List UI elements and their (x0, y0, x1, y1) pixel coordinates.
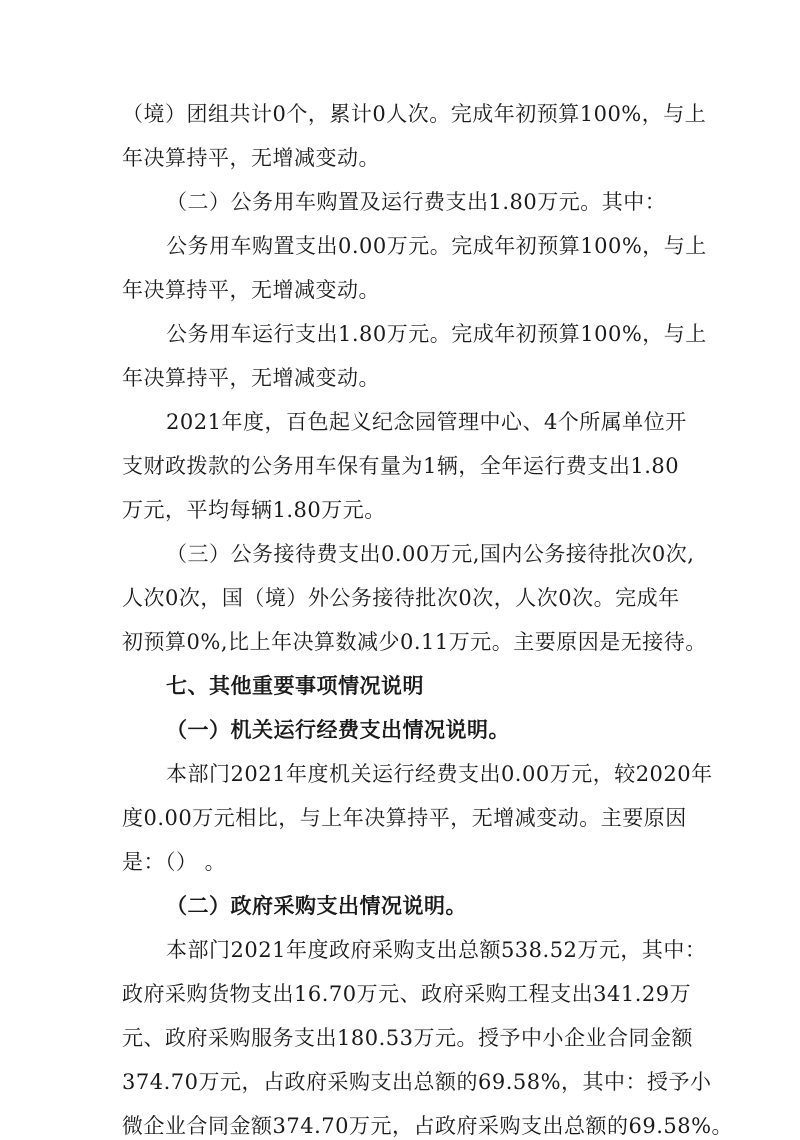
paragraph-line: 人次0次，国（境）外公务接待批次0次，人次0次。完成年 (122, 586, 680, 610)
paragraph-line: 支财政拨款的公务用车保有量为1辆，全年运行费支出1.80 (122, 454, 680, 478)
paragraph-line: 元、政府采购服务支出180.53万元。授予中小企业合同金额 (122, 1026, 693, 1050)
paragraph-line: 万元，平均每辆1.80万元。 (122, 498, 386, 522)
paragraph-line: （三）公务接待费支出0.00万元,国内公务接待批次0次, (166, 542, 695, 566)
paragraph-line: 微企业合同金额374.70万元，占政府采购支出总额的69.58%。 (122, 1114, 734, 1138)
paragraph-line: 374.70万元，占政府采购支出总额的69.58%，其中：授予小 (122, 1070, 712, 1094)
paragraph-line: （二）公务用车购置及运行费支出1.80万元。其中： (166, 190, 667, 214)
paragraph-line: 初预算0%,比上年决算数减少0.11万元。主要原因是无接待。 (122, 630, 707, 654)
paragraph-line: 本部门2021年度机关运行经费支出0.00万元，较2020年 (166, 762, 713, 786)
paragraph-line: 公务用车购置支出0.00万元。完成年初预算100%，与上 (166, 234, 707, 258)
paragraph-line: 本部门2021年度政府采购支出总额538.52万元，其中： (166, 938, 707, 962)
section-heading: 七、其他重要事项情况说明 (166, 674, 424, 698)
paragraph-line: 是：（） 。 (122, 850, 227, 874)
paragraph-line: 政府采购货物支出16.70万元、政府采购工程支出341.29万 (122, 982, 692, 1006)
paragraph-line: 公务用车运行支出1.80万元。完成年初预算100%，与上 (166, 322, 707, 346)
paragraph-line: 年决算持平，无增减变动。 (122, 278, 380, 302)
subsection-heading: （二）政府采购支出情况说明。 (166, 894, 467, 918)
paragraph-line: 年决算持平，无增减变动。 (122, 366, 380, 390)
paragraph-line: 2021年度，百色起义纪念园管理中心、4个所属单位开 (166, 410, 687, 434)
paragraph-line: （境）团组共计0个，累计0人次。完成年初预算100%，与上 (122, 102, 707, 126)
paragraph-line: 年决算持平，无增减变动。 (122, 146, 380, 170)
paragraph-line: 度0.00万元相比，与上年决算持平，无增减变动。主要原因 (122, 806, 687, 830)
subsection-heading: （一）机关运行经费支出情况说明。 (166, 718, 510, 742)
